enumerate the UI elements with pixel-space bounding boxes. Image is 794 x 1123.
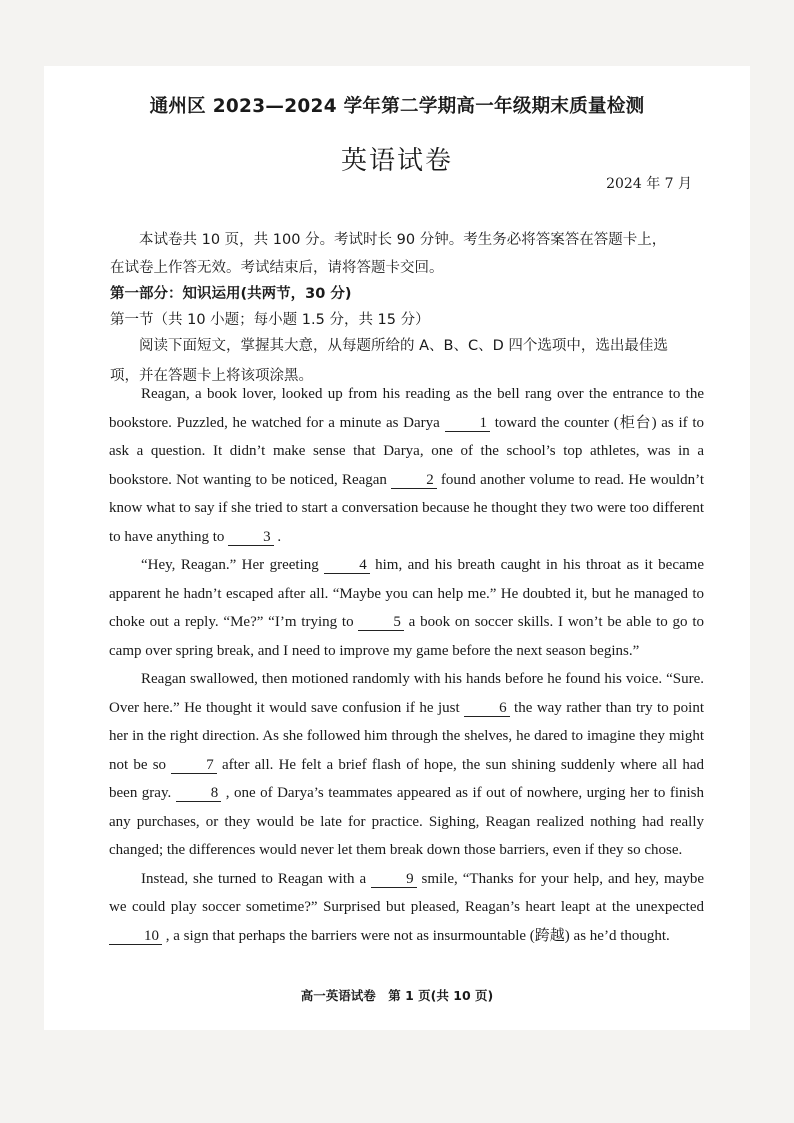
blank-4: 4 bbox=[324, 557, 370, 574]
exam-title: 通州区 2023—2024 学年第二学期高一年级期末质量检测 bbox=[149, 96, 645, 117]
blank-1: 1 bbox=[445, 415, 491, 432]
blank-3: 3 bbox=[228, 529, 274, 546]
blank-5: 5 bbox=[358, 614, 404, 631]
section1-heading: 第一节（共 10 小题；每小题 1.5 分，共 15 分） bbox=[110, 312, 430, 328]
blank-9: 9 bbox=[371, 871, 417, 888]
blank-6: 6 bbox=[464, 700, 510, 717]
blank-7: 7 bbox=[171, 757, 217, 774]
cloze-passage bbox=[109, 380, 704, 950]
exam-date: 2024 年 7 月 bbox=[606, 176, 692, 192]
instructions-line-1: 本试卷共 10 页，共 100 分。考试时长 90 分钟。考生务必将答案答在答题卡上， bbox=[139, 232, 667, 248]
paragraph-4: Instead, she turned to Reagan with a 9 smile, “Thanks for your help, and hey, maybe we could play soccer sometime?” Surprised but pleased, Reagan’s heart leapt at the unexpected 10 , a sign that perhaps the barriers were not as insurmountable (跨越) as he’d thought. bbox=[109, 870, 704, 944]
directions-line-2: 项，并在答题卡上将该项涂黑。 bbox=[110, 368, 313, 384]
paragraph-2: “Hey, Reagan.” Her greeting 4 him, and his breath caught in his throat as it became apparent he hadn’t escaped after all. “Maybe you can help me.” He doubted it, but he managed to choke out a reply. “Me?” “I’m trying to 5 a book on soccer skills. I won’t be able to go to camp over spring break, and I need to improve my game before the next season begins.” bbox=[109, 557, 704, 659]
paragraph-1: Reagan, a book lover, looked up from his reading as the bell rang over the entrance to the bookstore. Puzzled, he watched for a minute as Darya 1 toward the counter (柜台) as if to ask a question. It didn’t make sense that Darya, one of the school’s top athletes, was in a bookstore. Not wanting to be noticed, Reagan 2 found another volume to read. He wouldn’t know what to say if she tried to start a conversation because he thought they two were too different to have anything to 3 . bbox=[109, 386, 705, 545]
blank-10: 10 bbox=[109, 928, 162, 945]
part1-heading: 第一部分：知识运用(共两节，30 分) bbox=[110, 286, 352, 302]
page-footer: 高一英语试卷 第 1 页(共 10 页) bbox=[300, 988, 494, 1003]
blank-8: 8 bbox=[176, 785, 222, 802]
directions-line-1: 阅读下面短文，掌握其大意，从每题所给的 A、B、C、D 四个选项中，选出最佳选 bbox=[139, 338, 668, 354]
blank-2: 2 bbox=[391, 472, 437, 489]
paragraph-3: Reagan swallowed, then motioned randomly with his hands before he found his voice. “Sure. Over here.” He thought it would save confusion if he just 6 the way rather than try to point her in the right direction. As she followed him through the shelves, he dared to imagine they might not be so 7 after all. He felt a brief flash of hope, the sun shining suddenly where all had been gray. 8 , one of Darya’s teammates appeared as if out of nowhere, urging her to finish any purchases, or they would be late for practice. Sighing, Reagan realized nothing had really changed; the differences would never let them break down those barriers, even if they so chose. bbox=[109, 671, 705, 858]
exam-subject: 英语试卷 bbox=[340, 146, 453, 176]
instructions-line-2: 在试卷上作答无效。考试结束后，请将答题卡交回。 bbox=[110, 260, 444, 276]
